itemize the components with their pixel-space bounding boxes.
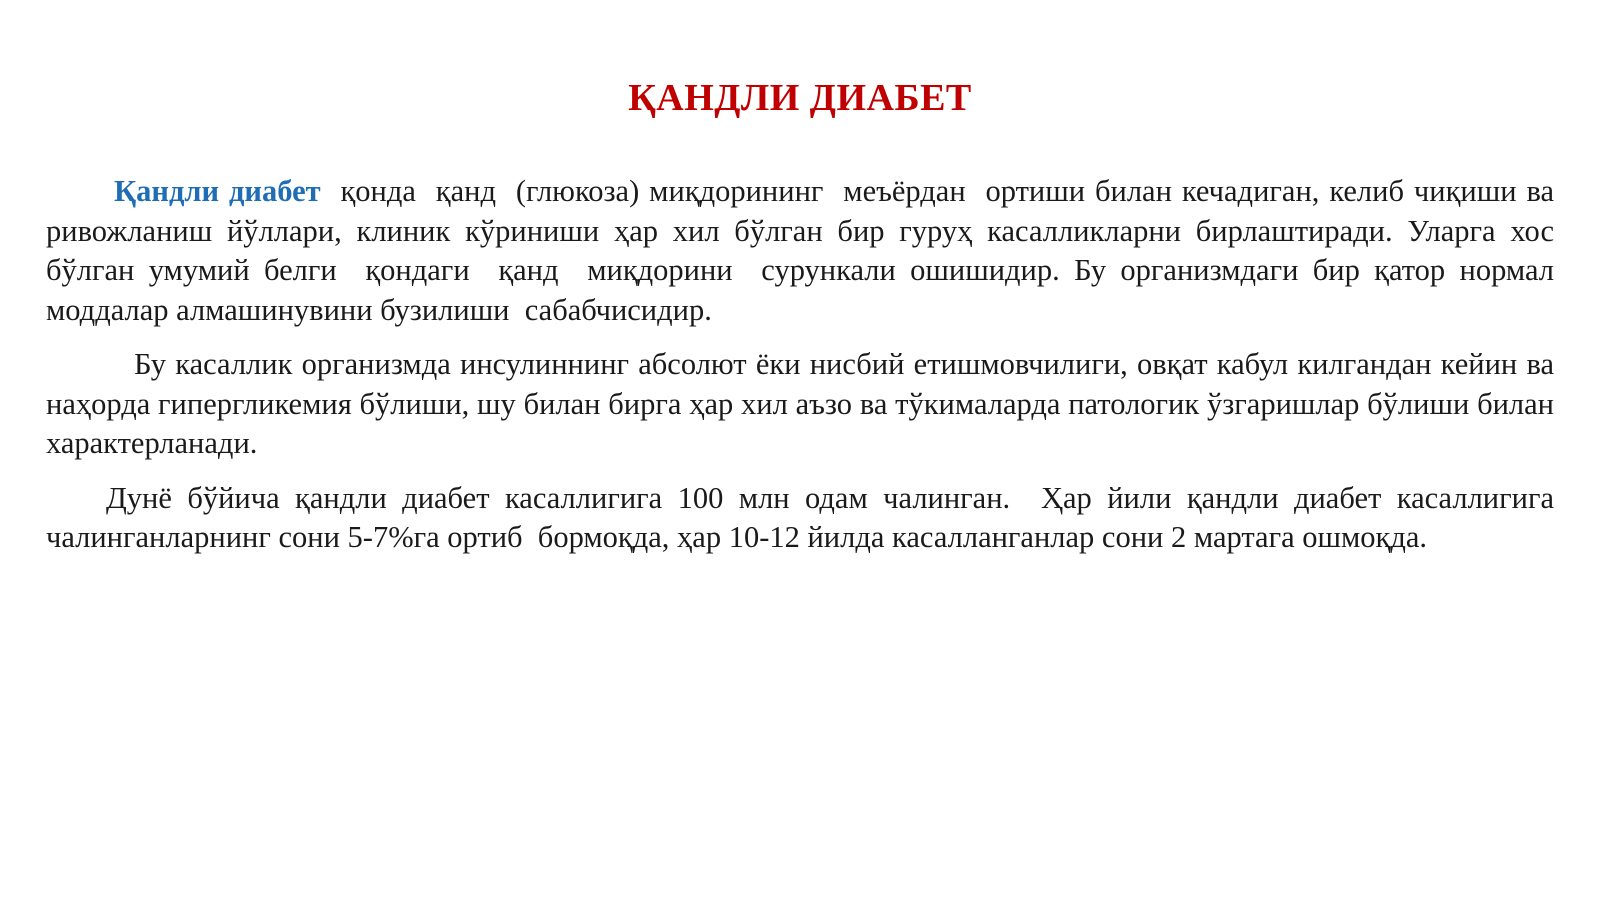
highlighted-term: Қандли диабет (114, 174, 321, 208)
slide-body (46, 172, 1562, 558)
paragraph-characteristics: Бу касаллик организмда инсулиннинг абсолют ёки нисбий етишмовчилиги, овқат кабул килгандан кейин ва наҳорда гипергликемия бўлиши, шу билан бирга ҳар хил аъзо ва тўкималарда патологик ўзгаришлар бўлиши билан характерланади. (46, 347, 1554, 460)
paragraph-text: қонда қанд (глюкоза) миқдорининг меъёрдан ортиши билан кечадиган, келиб чиқиши ва ривожланиш йўллари, клиник кўриниши ҳар хил бўлган бир гуруҳ касалликларни бирлаштиради. Уларга хос бўлган умумий белги қондаги қанд миқдорини сурункали ошишидир. Бу организмдаги бир қатор нормал моддалар алмашинувини бузилиши сабабчисидир. (46, 174, 1562, 327)
paragraph-definition (46, 172, 1562, 330)
slide-title: ҚАНДЛИ ДИАБЕТ (628, 77, 972, 119)
paragraph-statistics: Дунё бўйича қандли диабет касаллигига 100 млн одам чалинган. Ҳар йили қандли диабет касаллигига чалинганларнинг сони 5-7%га ортиб бормоқда, ҳар 10-12 йилда касалланганлар сони 2 мартага ошмоқда. (46, 480, 1562, 554)
